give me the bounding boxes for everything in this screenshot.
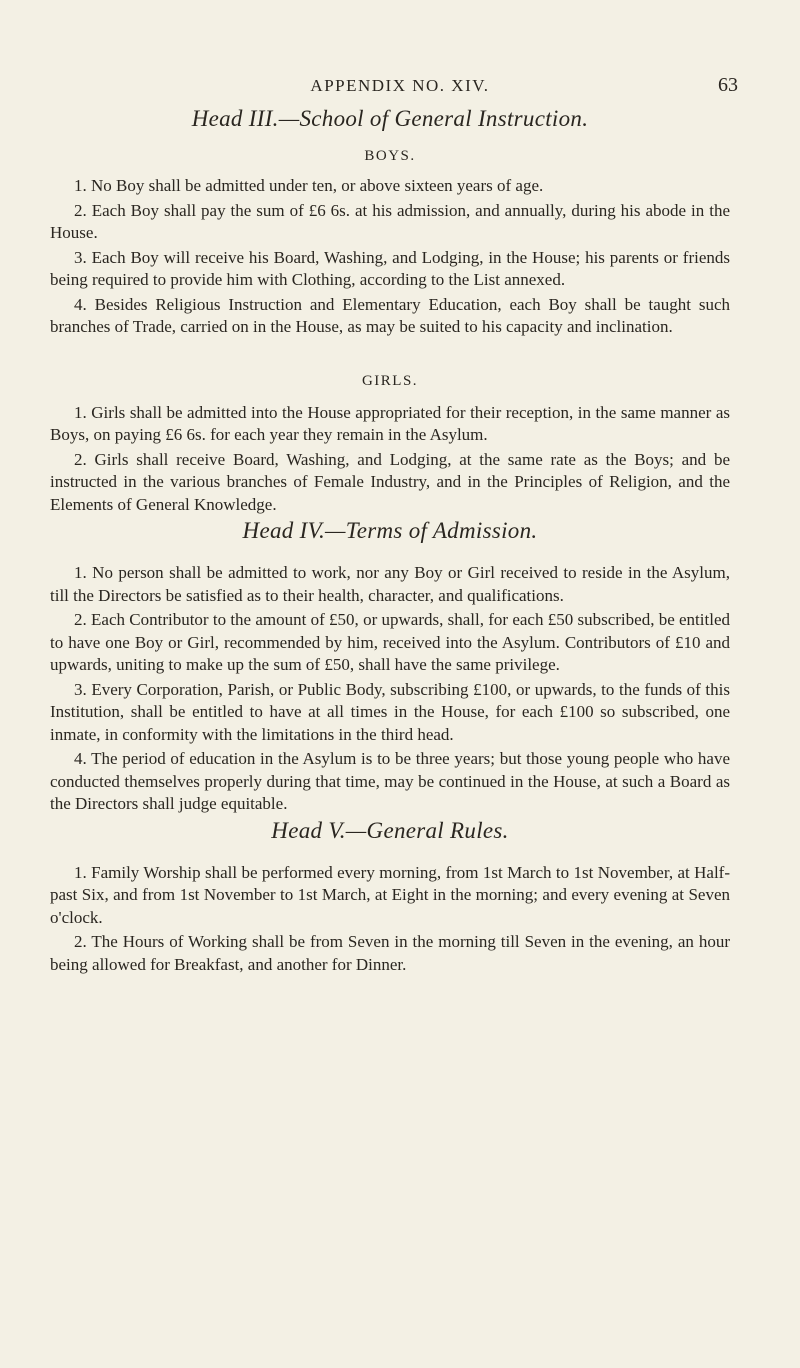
running-head bbox=[50, 74, 738, 106]
general-rule: 1. Family Worship shall be performed every morning, from 1st March to 1st November, at Half-past Six, and from 1st November to 1st March, at Eight in the morning; and every evening at Seven o'clock. bbox=[50, 862, 730, 927]
running-head-title: APPENDIX NO. XIV. bbox=[310, 76, 490, 95]
girls-rule: 1. Girls shall be admitted into the House appropriated for their reception, in the same manner as Boys, on paying £6 6s. for each year they remain in the Asylum. bbox=[50, 402, 730, 444]
page-number: 63 bbox=[718, 74, 738, 96]
boys-rule: 4. Besides Religious Instruction and Elementary Education, each Boy shall be taught such branches of Trade, carried on in the House, as may be suited to his capacity and inclination. bbox=[50, 294, 730, 336]
admission-rule: 3. Every Corporation, Parish, or Public Body, subscribing £100, or upwards, to the funds of this Institution, shall be entitled to have at all times in the House, for each £100 so subscribed, one inmate, in conformity with the limitations in the third head. bbox=[50, 679, 730, 744]
boys-rule: 1. No Boy shall be admitted under ten, or above sixteen years of age. bbox=[74, 176, 544, 195]
girls-rule: 2. Girls shall receive Board, Washing, and Lodging, at the same rate as the Boys; and be instructed in the various branches of Female Industry, and in the Principles of Religion, and the Elements of General Knowledge. bbox=[50, 449, 730, 514]
head-3-title: Head III.—School of General Instruction. bbox=[191, 106, 589, 131]
boys-rule: 3. Each Boy will receive his Board, Washing, and Lodging, in the House; his parents or friends being required to provide him with Clothing, according to the List annexed. bbox=[50, 247, 730, 289]
boys-heading: BOYS. bbox=[364, 148, 416, 164]
girls-heading: GIRLS. bbox=[361, 372, 419, 389]
boys-rule: 2. Each Boy shall pay the sum of £6 6s. at his admission, and annually, during his abode in the House. bbox=[50, 200, 730, 242]
section-head-5 bbox=[50, 818, 730, 977]
boys-rules bbox=[50, 175, 730, 339]
head-4-title: Head IV.—Terms of Admission. bbox=[242, 518, 538, 543]
general-rules bbox=[50, 862, 730, 977]
section-head-3 bbox=[50, 106, 730, 516]
admission-rule: 2. Each Contributor to the amount of £50, or upwards, shall, for each £50 subscribed, be entitled to have one Boy or Girl, recommended by him, received into the Asylum. Contributors of £10 and upwards, uniting to make up the sum of £50, shall have the same privilege. bbox=[50, 610, 730, 674]
head-5-title: Head V.—General Rules. bbox=[271, 817, 509, 843]
admission-rule: 1. No person shall be admitted to work, nor any Boy or Girl received to reside in the Asylum, till the Directors be satisfied as to their health, character, and qualifications. bbox=[50, 563, 730, 605]
section-head-4 bbox=[50, 518, 730, 816]
admission-rules bbox=[50, 562, 730, 816]
girls-rules bbox=[50, 402, 730, 517]
general-rule: 2. The Hours of Working shall be from Seven in the morning till Seven in the evening, an hour being allowed for Breakfast, and another for Dinner. bbox=[50, 932, 730, 974]
admission-rule: 4. The period of education in the Asylum is to be three years; but those young people who have conducted themselves properly during that time, may be continued in the House, at such a Board as the Directors shall judge equitable. bbox=[50, 749, 730, 813]
